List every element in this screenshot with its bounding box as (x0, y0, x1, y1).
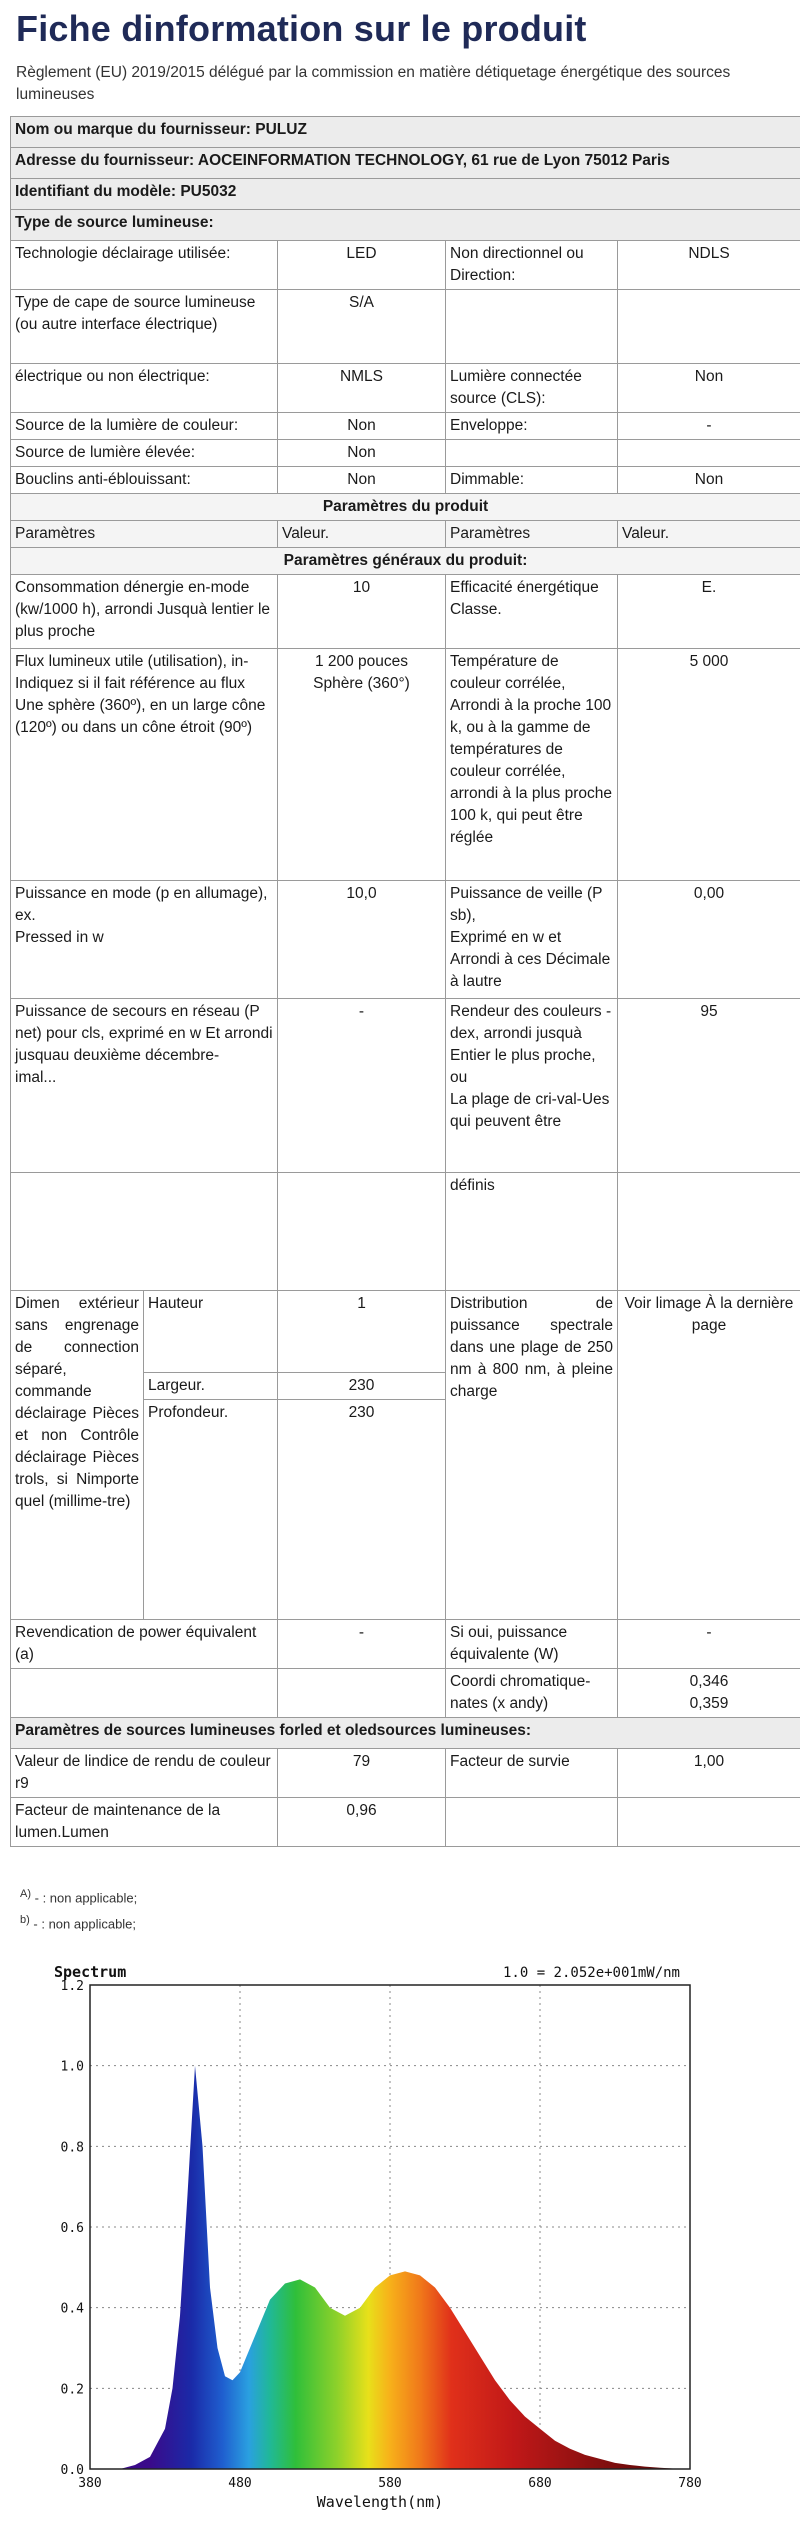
label-height: Hauteur (144, 1291, 278, 1373)
label-anti-glare: Bouclins anti-éblouissant: (11, 467, 278, 494)
value-color-rendering: 95 (618, 999, 800, 1173)
label-technology: Technologie déclairage utilisée: (11, 241, 278, 290)
footnote-b-mark: b) (20, 1914, 30, 1926)
footnote-a-mark: A) (20, 1888, 31, 1900)
value-cap-type: S/A (278, 290, 446, 364)
label-r9: Valeur de lindice de rendu de couleur r9 (11, 1749, 278, 1798)
label-lumen-maintenance: Facteur de maintenance de la lumen.Lumen (11, 1798, 278, 1847)
supplier-address: Adresse du fournisseur: AOCEINFORMATION TECHNOLOGY, 61 rue de Lyon 75012 Paris (11, 148, 800, 179)
label-cls: Lumière connectée source (CLS): (446, 364, 618, 413)
label-equivalent-power: Si oui, puissance équivalente (W) (446, 1620, 618, 1669)
value-technology: LED (278, 241, 446, 290)
value-power-claim: - (278, 1620, 446, 1669)
value-color-source: Non (278, 413, 446, 440)
y-tick-label: 0.8 (60, 2140, 84, 2156)
value-survival-factor: 1,00 (618, 1749, 800, 1798)
x-tick-label: 580 (378, 2476, 402, 2491)
label-luminous-flux: Flux lumineux utile (utilisation), in- Indiquez si il fait référence au flux Une sphère (360º), en un large cône (120º) ou dans un cône étroit (90º) (11, 649, 278, 881)
spectrum-chart (40, 1955, 730, 2521)
label-network-standby: Puissance de secours en réseau (P net) pour cls, exprimé en w Et arrondi jusquau deuxième décembre- imal... (11, 999, 278, 1173)
value-consumption: 10 (278, 575, 446, 649)
head-params-a: Paramètres (11, 521, 278, 548)
head-params-b: Paramètres (446, 521, 618, 548)
light-source-type: Type de source lumineuse: (11, 210, 800, 241)
section-general-params: Paramètres généraux du produit: (11, 548, 800, 575)
label-chromaticity: Coordi chromatique-nates (x andy) (446, 1669, 618, 1718)
section-fled-oled: Paramètres de sources lumineuses forled et oledsources lumineuses: (11, 1718, 800, 1749)
value-r9: 79 (278, 1749, 446, 1798)
head-value-b: Valeur. (618, 521, 800, 548)
footnote-b (20, 1914, 136, 1931)
label-dimensions: Dimen extérieur sans engrenage de connection séparé, commande déclairage Pièces et non Contrôle déclairage Pièces trols, si Nimporte quel (millime-tre) (11, 1291, 144, 1620)
value-envelope: - (618, 413, 800, 440)
label-survival-factor: Facteur de survie (446, 1749, 618, 1798)
label-envelope: Enveloppe: (446, 413, 618, 440)
x-tick-label: 380 (78, 2476, 102, 2491)
value-lumen-maintenance: 0,96 (278, 1798, 446, 1847)
value-color-temperature: 5 000 (618, 649, 800, 881)
y-tick-label: 1.2 (60, 1979, 84, 1994)
label-cap-type: Type de cape de source lumineuse (ou autre interface électrique) (11, 290, 278, 364)
footnote-b-text: - : non applicable; (33, 1916, 137, 1932)
label-electric: électrique ou non électrique: (11, 364, 278, 413)
label-on-mode-power: Puissance en mode (p en allumage), ex. Pressed in w (11, 881, 278, 999)
label-standby-power: Puissance de veille (P sb), Exprimé en w et Arrondi à ces Décimale à lautre (446, 881, 618, 999)
y-tick-label: 1.0 (60, 2059, 84, 2075)
value-depth: 230 (278, 1400, 446, 1620)
y-tick-label: 0.2 (60, 2382, 84, 2398)
value-anti-glare: Non (278, 467, 446, 494)
section-product-params: Paramètres du produit (11, 494, 800, 521)
product-info-table (10, 116, 800, 1847)
value-network-standby: - (278, 999, 446, 1173)
x-tick-label: 780 (678, 2476, 702, 2491)
label-color-temperature: Température de couleur corrélée, Arrondi à la proche 100 k, ou à la gamme de températures de couleur corrélée, arrondi à la plus proche 100 k, qui peut être réglée (446, 649, 618, 881)
y-tick-label: 0.6 (60, 2221, 84, 2236)
y-tick-label: 0.0 (60, 2463, 84, 2478)
value-chromaticity (618, 1669, 800, 1718)
footnote-a (20, 1888, 137, 1905)
head-value-a: Valeur. (278, 521, 446, 548)
value-high-source: Non (278, 440, 446, 467)
label-directional: Non directionnel ou Direction: (446, 241, 618, 290)
model-identifier: Identifiant du modèle: PU5032 (11, 179, 800, 210)
value-equivalent-power: - (618, 1620, 800, 1669)
label-depth: Profondeur. (144, 1400, 278, 1620)
value-efficiency-class: E. (618, 575, 800, 649)
label-efficiency-class: Efficacité énergétique Classe. (446, 575, 618, 649)
value-chromaticity-x: 0,346 (689, 1673, 729, 1690)
label-spectral-distribution: Distribution de puissance spectrale dans une plage de 250 nm à 800 nm, à pleine charge (446, 1291, 618, 1620)
label-consumption: Consommation dénergie en-mode (kw/1000 h), arrondi Jusquà lentier le plus proche (11, 575, 278, 649)
value-directional: NDLS (618, 241, 800, 290)
value-electric: NMLS (278, 364, 446, 413)
x-axis-label: Wavelength(nm) (316, 2493, 444, 2511)
label-color-source: Source de la lumière de couleur: (11, 413, 278, 440)
footnote-a-text: - : non applicable; (34, 1890, 138, 1906)
label-dimmable: Dimmable: (446, 467, 618, 494)
label-width: Largeur. (144, 1373, 278, 1400)
chart-annotation: 1.0 = 2.052e+001mW/nm (502, 1965, 680, 1981)
value-luminous-flux: 1 200 pouces Sphère (360°) (278, 649, 446, 881)
label-color-rendering: Rendeur des couleurs - dex, arrondi jusquà Entier le plus proche, ou La plage de cri-val-Ues qui peuvent être (446, 999, 618, 1173)
value-standby-power: 0,00 (618, 881, 800, 999)
value-on-mode-power: 10,0 (278, 881, 446, 999)
value-height: 1 (278, 1291, 446, 1373)
value-cls: Non (618, 364, 800, 413)
chart-title: Spectrum (54, 1963, 127, 1981)
value-spectral-distribution: Voir limage À la dernière page (618, 1291, 800, 1620)
label-power-claim: Revendication de power équivalent (a) (11, 1620, 278, 1669)
x-tick-label: 480 (228, 2476, 252, 2491)
x-tick-label: 680 (528, 2476, 552, 2491)
label-defined: définis (446, 1173, 618, 1291)
label-high-source: Source de lumière élevée: (11, 440, 278, 467)
value-chromaticity-y: 0,359 (689, 1695, 729, 1712)
page-title: Fiche dinformation sur le produit (16, 8, 587, 49)
value-dimmable: Non (618, 467, 800, 494)
regulation-text: Règlement (EU) 2019/2015 délégué par la commission en matière détiquetage énergétique des sources lumineuses (16, 64, 731, 103)
value-width: 230 (278, 1373, 446, 1400)
y-tick-label: 0.4 (60, 2301, 84, 2317)
supplier-name: Nom ou marque du fournisseur: PULUZ (11, 117, 800, 148)
